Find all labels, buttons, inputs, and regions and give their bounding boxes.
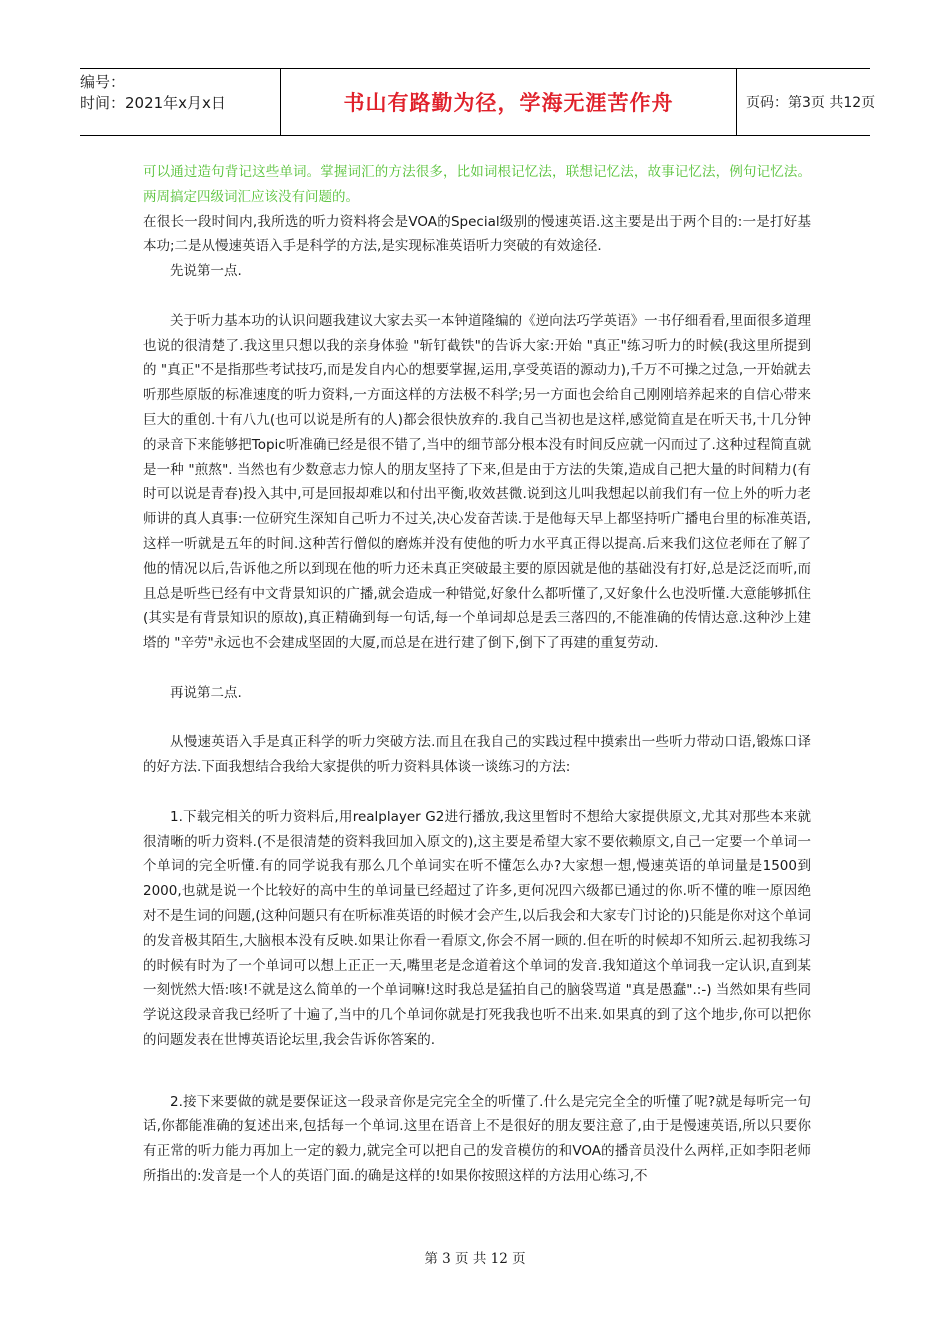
document-body — [143, 160, 811, 1189]
green-paragraph: 可以通过造句背记这些单词。掌握词汇的方法很多，比如词根记忆法，联想记忆法，故事记忆法，例句记忆法。两周搞定四级词汇应该没有问题的。 — [143, 164, 811, 205]
spacer — [143, 780, 811, 805]
spacer — [143, 284, 811, 309]
paragraph-6: 1.下载完相关的听力资料后,用realplayer G2进行播放,我这里暂时不想给大家提供原文,尤其对那些本来就很清晰的听力资料.(不是很清楚的资料我回加入原文的),这主要是希望大家不要依赖原文,自己一定要一个单词一个单词的完全听懂.有的同学说我有那么几个单词实在听不懂怎么办?大家想一想,慢速英语的单词量是1500到2000,也就是说一个比较好的高中生的单词量已经超过了许多,更何况四六级都已通过的你.听不懂的唯一原因绝对不是生词的问题,(这种问题只有在听标准英语的时候才会产生,以后我会和大家专门讨论的)只能是你对这个单词的发音极其陌生,大脑根本没有反映.如果让你看一看原文,你会不屑一顾的.但在听的时候却不知所云.起初我练习的时候有时为了一个单词可以想上正正一天,嘴里老是念道着这个单词的发音.我知道这个单词我一定认识,直到某一刻恍然大悟:咳!不就是这么简单的一个单词嘛!这时我总是猛拍自己的脑袋骂道 "真是愚蠢".:-) 当然如果有些同学说这段录音我已经听了十遍了,当中的几个单词你就是打死我我也听不出来.如果真的到了这个地步,你可以把你的问题发表在世博英语论坛里,我会告诉你答案的. — [143, 808, 811, 1048]
paragraph-2: 先说第一点. — [170, 263, 242, 280]
document-number-label: 编号： — [80, 73, 126, 91]
header-motto-cell — [280, 69, 737, 135]
page-footer: 第 3 页 共 12 页 — [424, 1251, 526, 1267]
page-header — [80, 68, 876, 136]
paragraph-4: 再说第二点. — [170, 684, 242, 701]
paragraph-5: 从慢速英语入手是真正科学的听力突破方法.而且在我自己的实践过程中摸索出一些听力带动口语,锻炼口译的好方法.下面我想结合我给大家提供的听力资料具体谈一谈练习的方法: — [143, 734, 811, 776]
spacer — [143, 656, 811, 681]
header-motto: 书山有路勤为径，学海无涯苦作舟 — [343, 91, 674, 115]
spacer — [143, 706, 811, 731]
paragraph-3: 关于听力基本功的认识问题我建议大家去买一本钟道隆编的《逆向法巧学英语》一书仔细看看,里面很多道理也说的很清楚了.我这里只想以我的亲身体验 "斩钉截铁"的告诉大家:开始 "真正"练习听力的时候(我这里所提到的 "真正"不是指那些考试技巧,而是发自内心的想要掌握,运用,享受英语的源动力),千万不可操之过急,一开始就去听那些原版的标准速度的听力资料,一方面这样的方法极不科学;另一方面也会给自己刚刚培养起来的自信心带来巨大的重创.十有八九(也可以说是所有的人)都会很快放弃的.我自己当初也是这样,感觉简直是在听天书,十几分钟的录音下来能够把Topic听准确已经是很不错了,当中的细节部分根本没有时间反应就一闪而过了.这种过程简直就是一种 "煎熬". 当然也有少数意志力惊人的朋友坚持了下来,但是由于方法的失策,造成自己把大量的时间精力(有时可以说是青春)投入其中,可是回报却难以和付出平衡,收效甚微.说到这儿叫我想起以前我们有一位上外的听力老师讲的真人真事:一位研究生深知自己听力不过关,决心发奋苦读.于是他每天早上都坚持听广播电台里的标准英语,这样一听就是五年的时间.这种苦行僧似的磨炼并没有使他的听力水平真正得以提高.后来我们这位老师在了解了他的情况以后,告诉他之所以到现在他的听力还未真正突破最主要的原因就是他的基础没有打好,总是泛泛而听,而且总是听些已经有中文背景知识的广播,就会造成一种错觉,好象什么都听懂了,又好象什么也没听懂.大意能够抓住(其实是有背景知识的原故),真正精确到每一句话,每一个单词却总是丢三落四的,不能准确的传情达意.这种沙上建塔的 "辛劳"永远也不会建成坚固的大厦,而总是在进行建了倒下,倒下了再建的重复劳动. — [143, 312, 811, 652]
header-page-info: 页码：第3页 共12页 — [746, 95, 876, 111]
spacer — [143, 1053, 811, 1090]
header-meta — [80, 69, 280, 138]
document-date-label: 时间：2021年x月x日 — [80, 94, 226, 112]
paragraph-7: 2.接下来要做的就是要保证这一段录音你是完完全全的听懂了.什么是完完全全的听懂了呢?就是每听完一句话,你都能准确的复述出来,包括每一个单词.这里在语音上不是很好的朋友要注意了,由于是慢速英语,所以只要你有正常的听力能力再加上一定的毅力,就完全可以把自己的发音模仿的和VOA的播音员没什么两样,正如李阳老师所指出的:发音是一个人的英语门面.的确是这样的!如果你按照这样的方法用心练习,不 — [143, 1093, 811, 1185]
paragraph-1: 在很长一段时间内,我所选的听力资料将会是VOA的Special级别的慢速英语.这主要是出于两个目的:一是打好基本功;二是从慢速英语入手是科学的方法,是实现标准英语听力突破的有效途径. — [143, 213, 811, 255]
